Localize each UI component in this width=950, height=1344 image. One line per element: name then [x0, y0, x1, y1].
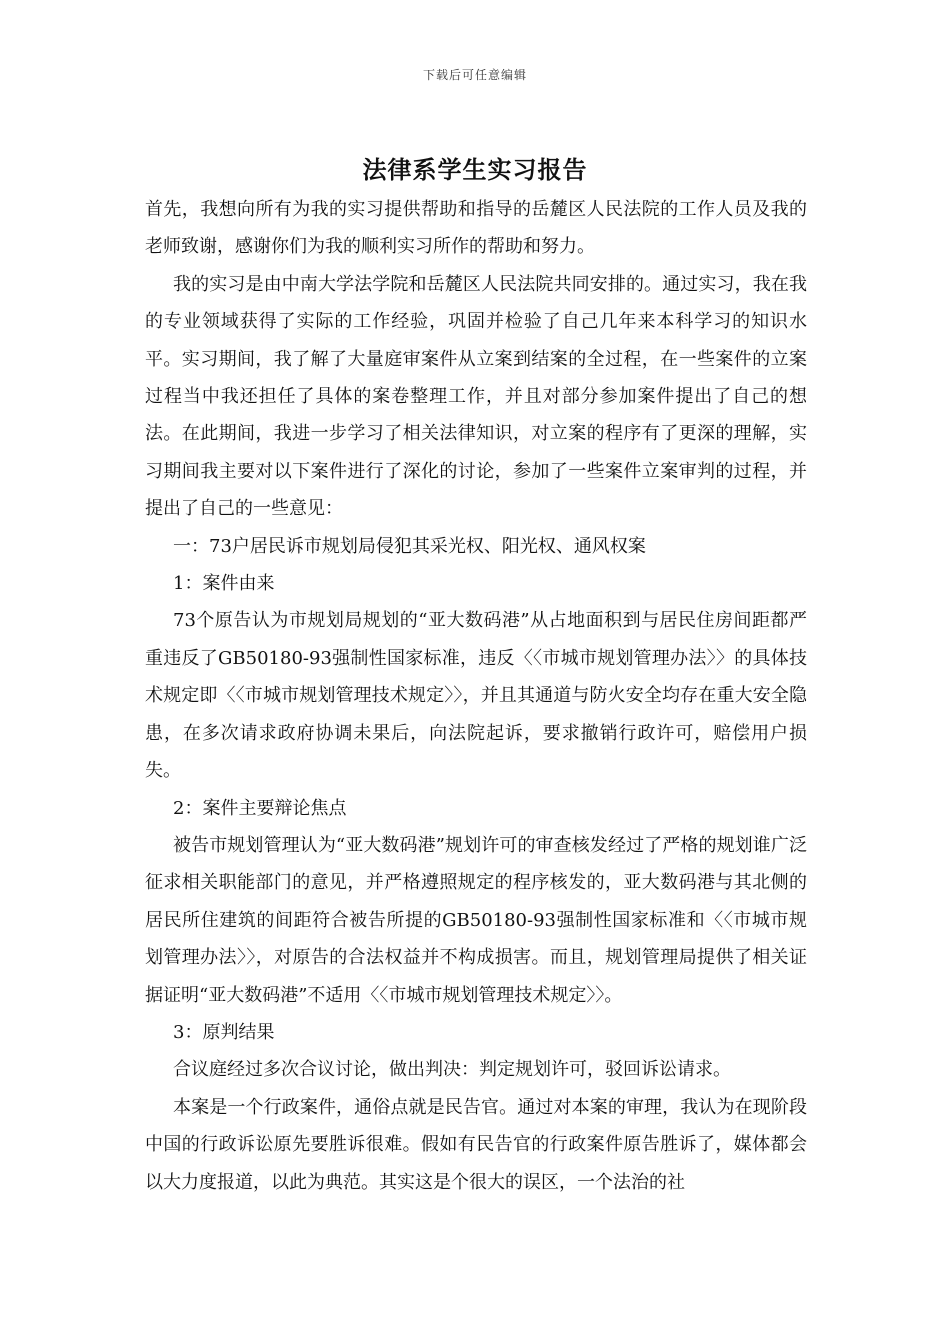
paragraph-result: 合议庭经过多次合议讨论，做出判决：判定规划许可，驳回诉讼请求。 [173, 1059, 731, 1081]
paragraph-commentary: 本案是一个行政案件，通俗点就是民告官。通过对本案的审理，我认为在现阶段中国的行政诉讼原先要胜诉很难。假如有民告官的行政案件原告胜诉了，媒体都会以大力度报道，以此为典范。其实这是个很大的误区，一个法治的社 [145, 1096, 807, 1193]
paragraph-intro: 首先，我想向所有为我的实习提供帮助和指导的岳麓区人民法院的工作人员及我的老师致谢，感谢你们为我的顺利实习所作的帮助和努力。 [145, 199, 807, 258]
section-heading-origin: 1：案件由来 [173, 573, 275, 595]
document-title: 法律系学生实习报告 [362, 155, 588, 184]
document-body [145, 191, 807, 1201]
case-heading: 一：73户居民诉市规划局侵犯其采光权、阳光权、通风权案 [173, 535, 646, 557]
section-heading-debate: 2：案件主要辩论焦点 [173, 797, 347, 819]
section-heading-result: 3：原判结果 [173, 1021, 275, 1043]
paragraph-origin: 73个原告认为市规划局规划的“亚大数码港”从占地面积到与居民住房间距都严重违反了GB50180-93强制性国家标准，违反〈〈市城市规划管理办法〉〉的具体技术规定即〈〈市城市规划管理技术规定〉〉，并且其通道与防火安全均存在重大安全隐患，在多次请求政府协调未果后，向法院起诉，要求撤销行政许可，赔偿用户损失。 [145, 610, 807, 782]
paragraph-debate: 被告市规划管理认为“亚大数码港”规划许可的审查核发经过了严格的规划谁广泛征求相关职能部门的意见，并严格遵照规定的程序核发的，亚大数码港与其北侧的居民所住建筑的间距符合被告所提的GB50180-93强制性国家标准和〈〈市城市规划管理办法〉〉，对原告的合法权益并不构成损害。而且，规划管理局提供了相关证据证明“亚大数码港”不适用〈〈市城市规划管理技术规定〉〉。 [145, 834, 807, 1006]
paragraph-internship: 我的实习是由中南大学法学院和岳麓区人民法院共同安排的。通过实习，我在我的专业领域获得了实际的工作经验，巩固并检验了自己几年来本科学习的知识水平。实习期间，我了解了大量庭审案件从立案到结案的全过程，在一些案件的立案过程当中我还担任了具体的案卷整理工作，并且对部分参加案件提出了自己的想法。在此期间，我进一步学习了相关法律知识，对立案的程序有了更深的理解，实习期间我主要对以下案件进行了深化的讨论，参加了一些案件立案审判的过程，并提出了自己的一些意见： [145, 273, 807, 520]
header-note: 下载后可任意编辑 [422, 68, 527, 82]
